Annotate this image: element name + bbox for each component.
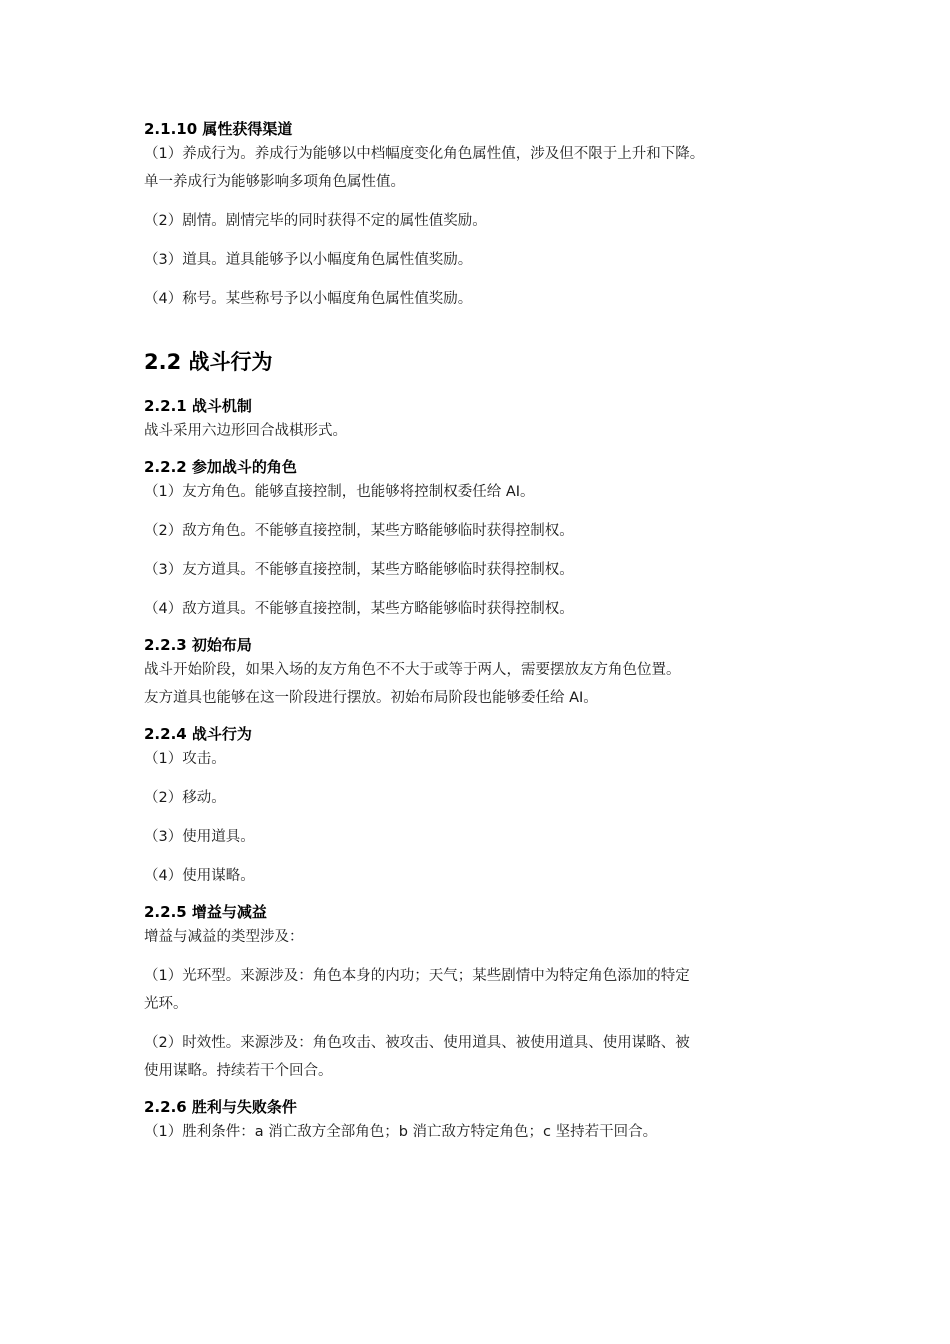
section-heading: 2.2.5 增益与减益 bbox=[144, 903, 267, 921]
paragraph: 战斗开始阶段，如果入场的友方角色不不大于或等于两人，需要摆放友方角色位置。 友方道具也能够在这一阶段进行摆放。初始布局阶段也能够委任给 AI。 bbox=[144, 662, 681, 706]
section-2-2-5 bbox=[144, 901, 820, 1085]
list-item: （4）敌方道具。不能够直接控制，某些方略能够临时获得控制权。 bbox=[144, 601, 574, 617]
list-item: （2）时效性。来源涉及：角色攻击、被攻击、使用道具、被使用道具、使用谋略、被 使用谋略。持续若干个回合。 bbox=[144, 1035, 690, 1079]
list-item: （4）称号。某些称号予以小幅度角色属性值奖励。 bbox=[144, 291, 473, 307]
list-item: （1）光环型。来源涉及：角色本身的内功；天气；某些剧情中为特定角色添加的特定 光环。 bbox=[144, 968, 690, 1012]
list-item: （2）移动。 bbox=[144, 790, 226, 806]
list-item: （1）胜利条件：a 消亡敌方全部角色；b 消亡敌方特定角色；c 坚持若干回合。 bbox=[144, 1124, 658, 1140]
list-item: （2）剧情。剧情完毕的同时获得不定的属性值奖励。 bbox=[144, 213, 487, 229]
list-item: （3）使用道具。 bbox=[144, 829, 255, 845]
list-item: （3）道具。道具能够予以小幅度角色属性值奖励。 bbox=[144, 252, 473, 268]
section-heading: 2.2.2 参加战斗的角色 bbox=[144, 458, 297, 476]
section-heading: 2.1.10 属性获得渠道 bbox=[144, 120, 293, 138]
list-item: （2）敌方角色。不能够直接控制，某些方略能够临时获得控制权。 bbox=[144, 523, 574, 539]
section-heading: 2.2.6 胜利与失败条件 bbox=[144, 1098, 297, 1116]
list-item: （1）养成行为。养成行为能够以中档幅度变化角色属性值，涉及但不限于上升和下降。 单一养成行为能够影响多项角色属性值。 bbox=[144, 146, 705, 190]
paragraph: 增益与减益的类型涉及： bbox=[144, 929, 304, 945]
section-heading: 2.2.3 初始布局 bbox=[144, 636, 252, 654]
document-page bbox=[144, 118, 820, 1157]
section-2-2-4 bbox=[144, 723, 820, 890]
paragraph: 战斗采用六边形回合战棋形式。 bbox=[144, 423, 347, 439]
list-item: （1）攻击。 bbox=[144, 751, 226, 767]
list-item: （1）友方角色。能够直接控制，也能够将控制权委任给 AI。 bbox=[144, 484, 535, 500]
section-heading: 2.2.1 战斗机制 bbox=[144, 397, 252, 415]
list-item: （4）使用谋略。 bbox=[144, 868, 255, 884]
section-2-1-10 bbox=[144, 118, 820, 313]
section-2-2-6 bbox=[144, 1096, 820, 1146]
section-heading: 2.2.4 战斗行为 bbox=[144, 725, 252, 743]
section-2-2-2 bbox=[144, 456, 820, 623]
section-2-2-3 bbox=[144, 634, 820, 712]
chapter-heading: 2.2 战斗行为 bbox=[144, 350, 273, 374]
section-2-2-1 bbox=[144, 395, 820, 445]
list-item: （3）友方道具。不能够直接控制，某些方略能够临时获得控制权。 bbox=[144, 562, 574, 578]
